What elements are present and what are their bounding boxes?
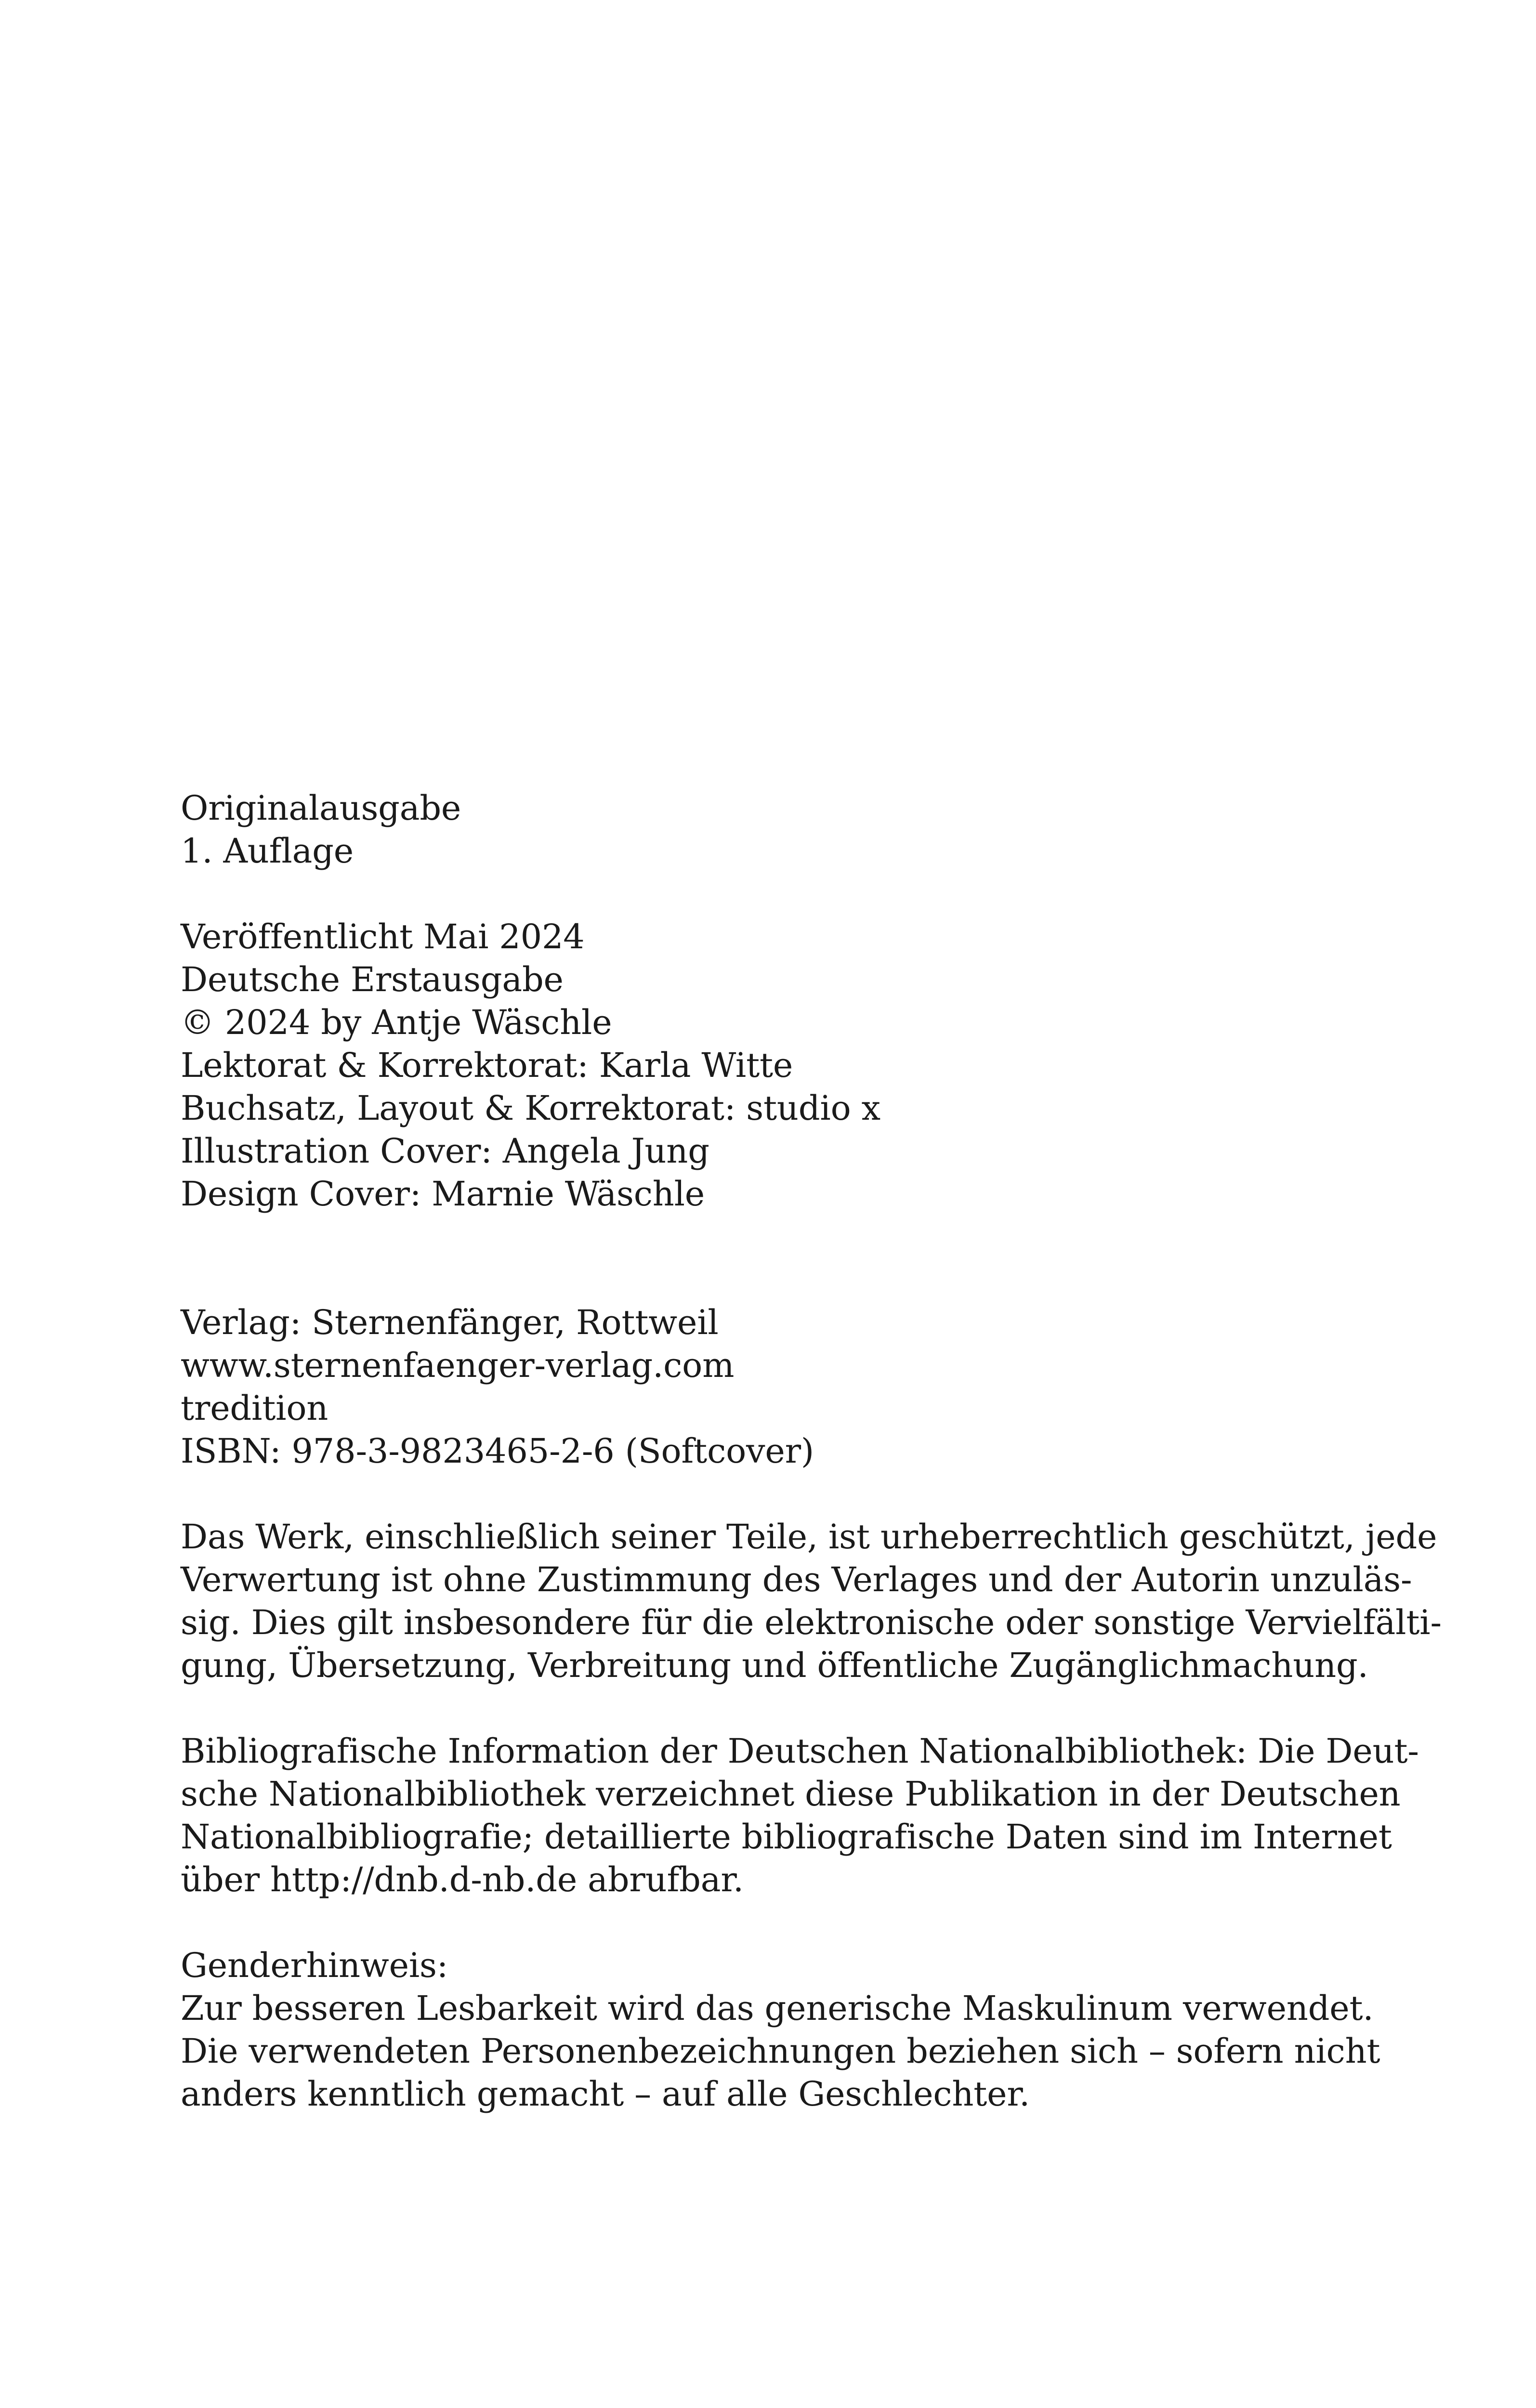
typesetting-credit: Buchsatz, Layout & Korrektorat: studio x (181, 1088, 880, 1128)
isbn: ISBN: 978-3-9823465-2-6 (Softcover) (181, 1431, 814, 1471)
publisher-block (181, 1301, 1356, 1473)
illustration-credit: Illustration Cover: Angela Jung (181, 1131, 709, 1171)
spacer (181, 873, 1356, 916)
edition-number: 1. Auflage (181, 831, 354, 871)
bibliographic-info-line: Bibliografische Information der Deutschen Nationalbibliothek: Die Deut- (181, 1731, 1419, 1771)
spacer (181, 1687, 1356, 1730)
spacer (181, 1901, 1356, 1944)
editing-credit: Lektorat & Korrektorat: Karla Witte (181, 1046, 793, 1085)
copyright-line: © 2024 by Antje Wäschle (181, 1003, 612, 1042)
publisher-website: www.sternenfaenger-verlag.com (181, 1346, 735, 1385)
bibliographic-info-line: über http://dnb.d-nb.de abrufbar. (181, 1860, 744, 1899)
spacer (181, 1216, 1356, 1301)
copyright-notice-line: sig. Dies gilt insbesondere für die elektronische oder sonstige Vervielfälti- (181, 1603, 1442, 1642)
first-edition-note: Deutsche Erstausgabe (181, 960, 564, 999)
edition-type: Originalausgabe (181, 788, 461, 828)
spacer (181, 1473, 1356, 1516)
copyright-notice-line: Verwertung ist ohne Zustimmung des Verlages und der Autorin unzuläs- (181, 1560, 1412, 1599)
bibliographic-info-block (181, 1730, 1419, 1901)
gender-note-heading: Genderhinweis: (181, 1946, 448, 1985)
publisher-name: Verlag: Sternenfänger, Rottweil (181, 1303, 719, 1342)
gender-note-line: Die verwendeten Personenbezeichnungen beziehen sich – sofern nicht (181, 2031, 1380, 2071)
copyright-notice-block (181, 1516, 1442, 1687)
copyright-notice-line: gung, Übersetzung, Verbreitung und öffentliche Zugänglichmachung. (181, 1646, 1368, 1685)
bibliographic-info-line: Nationalbibliografie; detaillierte bibliografische Daten sind im Internet (181, 1817, 1392, 1857)
publication-date: Veröffentlicht Mai 2024 (181, 917, 585, 956)
copyright-notice-line: Das Werk, einschließlich seiner Teile, ist urheberrechtlich geschützt, jede (181, 1517, 1437, 1557)
gender-note-block (181, 1944, 1380, 2116)
cover-design-credit: Design Cover: Marnie Wäschle (181, 1174, 705, 1214)
imprint-text (181, 787, 1442, 2116)
gender-note-line: Zur besseren Lesbarkeit wird das generische Maskulinum verwendet. (181, 1989, 1374, 2028)
distributor: tredition (181, 1388, 328, 1428)
publication-block (181, 916, 1356, 1216)
gender-note-line: anders kenntlich gemacht – auf alle Geschlechter. (181, 2074, 1030, 2114)
bibliographic-info-line: sche Nationalbibliothek verzeichnet diese Publikation in der Deutschen (181, 1774, 1401, 1814)
edition-block (181, 787, 1356, 873)
